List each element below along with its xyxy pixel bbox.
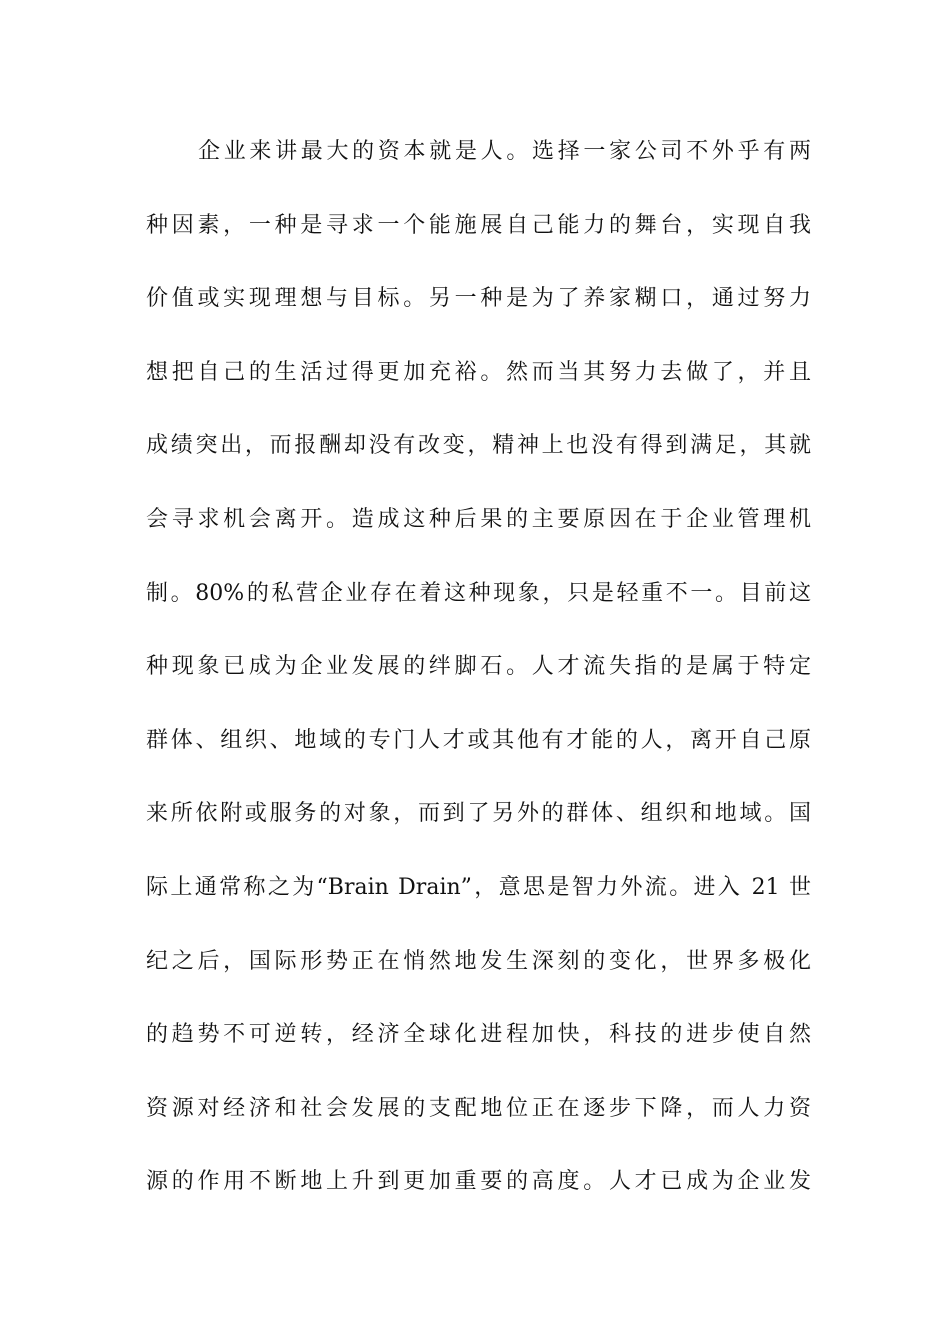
paragraph-line: 制。80%的私营企业存在着这种现象，只是轻重不一。目前这: [146, 580, 811, 606]
paragraph-line: 会寻求机会离开。造成这种后果的主要原因在于企业管理机: [146, 506, 811, 532]
paragraph-line: 际上通常称之为“Brain Drain”，意思是智力外流。进入 21 世: [146, 874, 811, 900]
paragraph-line: 种现象已成为企业发展的绊脚石。人才流失指的是属于特定: [146, 654, 811, 680]
paragraph-line: 纪之后，国际形势正在悄然地发生深刻的变化，世界多极化: [146, 948, 811, 974]
paragraph-line: 想把自己的生活过得更加充裕。然而当其努力去做了，并且: [146, 359, 811, 385]
paragraph-line: 源的作用不断地上升到更加重要的高度。人才已成为企业发: [146, 1169, 811, 1195]
paragraph-line: 的趋势不可逆转，经济全球化进程加快，科技的进步使自然: [146, 1022, 811, 1048]
paragraph-line: 资源对经济和社会发展的支配地位正在逐步下降，而人力资: [146, 1095, 811, 1121]
paragraph-line: 成绩突出，而报酬却没有改变，精神上也没有得到满足，其就: [146, 433, 811, 459]
body-paragraph: [146, 128, 811, 1232]
paragraph-line: 企业来讲最大的资本就是人。选择一家公司不外乎有两: [198, 139, 811, 164]
paragraph-line: 群体、组织、地域的专门人才或其他有才能的人，离开自己原: [146, 727, 811, 753]
paragraph-line: 种因素，一种是寻求一个能施展自己能力的舞台，实现自我: [146, 212, 811, 238]
paragraph-line: 来所依附或服务的对象，而到了另外的群体、组织和地域。国: [146, 801, 811, 827]
paragraph-line: 价值或实现理想与目标。另一种是为了养家糊口，通过努力: [146, 286, 811, 312]
